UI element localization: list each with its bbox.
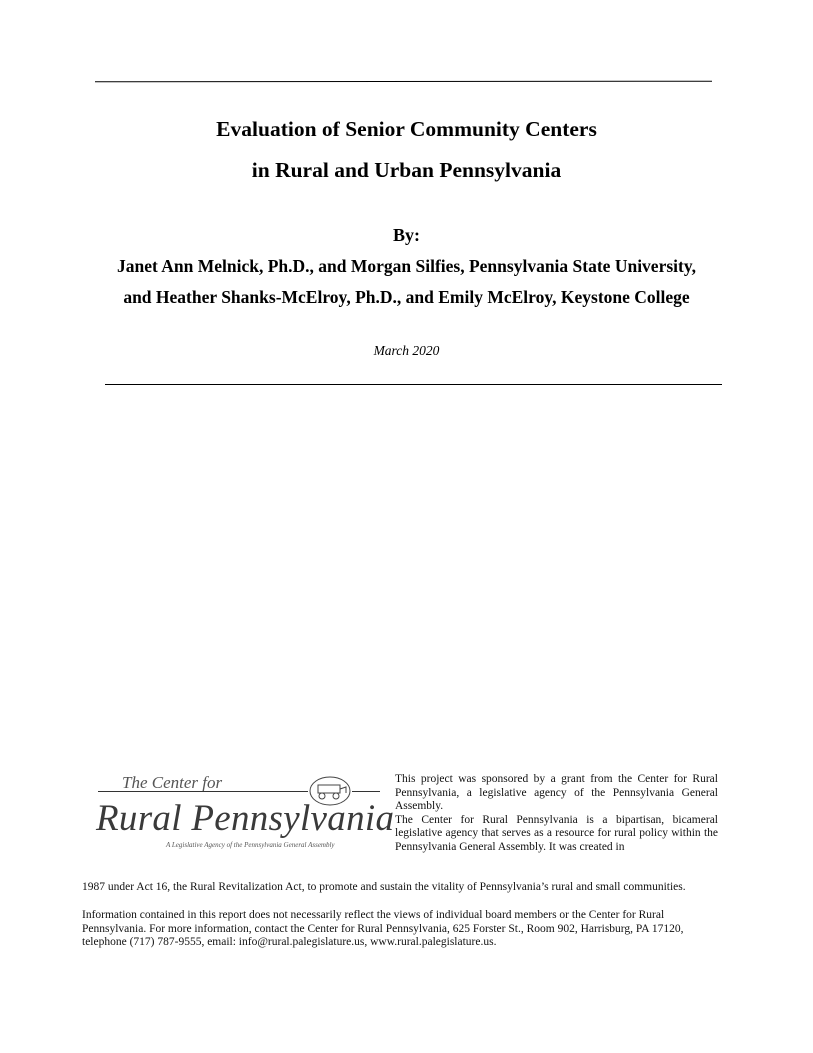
byline-label: By: bbox=[393, 225, 420, 245]
logo-rule-left bbox=[98, 791, 308, 792]
logo-rule-right bbox=[352, 791, 380, 792]
report-title-line-1: Evaluation of Senior Community Centers bbox=[216, 117, 597, 141]
logo-name: Rural Pennsylvania bbox=[96, 798, 395, 839]
sponsor-paragraph: This project was sponsored by a grant from the Center for Rural Pennsylvania, a legislative agency of the Pennsylvania General Assembly. bbox=[395, 773, 718, 812]
center-for-rural-pennsylvania-logo bbox=[82, 771, 395, 861]
report-date: March 2020 bbox=[373, 343, 440, 358]
bottom-divider bbox=[105, 384, 722, 385]
top-divider bbox=[95, 81, 712, 83]
disclaimer-block bbox=[82, 909, 722, 950]
report-title-line-2: in Rural and Urban Pennsylvania bbox=[251, 158, 562, 182]
sponsor-block bbox=[395, 773, 718, 854]
authors-line-2: and Heather Shanks-McElroy, Ph.D., and Emily McElroy, Keystone College bbox=[123, 287, 690, 307]
logo-center-for-text: The Center for bbox=[122, 773, 223, 792]
disclaimer-text: Information contained in this report does not necessarily reflect the views of individual board members or the Center for Rural Pennsylvania. For more information, contact the Center for Rural Pennsylvania, 625 Forster St., Room 902, Harrisburg, PA 17120, telephone (717) 787-9555, email: info@rural.palegislature.us, www.rural.palegislature.us. bbox=[82, 909, 684, 948]
center-description-continued bbox=[82, 881, 722, 895]
authors-line-1: Janet Ann Melnick, Ph.D., and Morgan Silfies, Pennsylvania State University, bbox=[117, 256, 696, 276]
logo-tagline: A Legislative Agency of the Pennsylvania General Assembly bbox=[166, 841, 335, 849]
center-description-continued-text: 1987 under Act 16, the Rural Revitalization Act, to promote and sustain the vitality of Pennsylvania’s rural and small communities. bbox=[82, 881, 686, 893]
center-description-paragraph: The Center for Rural Pennsylvania is a bipartisan, bicameral legislative agency that serves as a resource for rural policy within the Pennsylvania General Assembly. It was created in bbox=[395, 813, 718, 853]
